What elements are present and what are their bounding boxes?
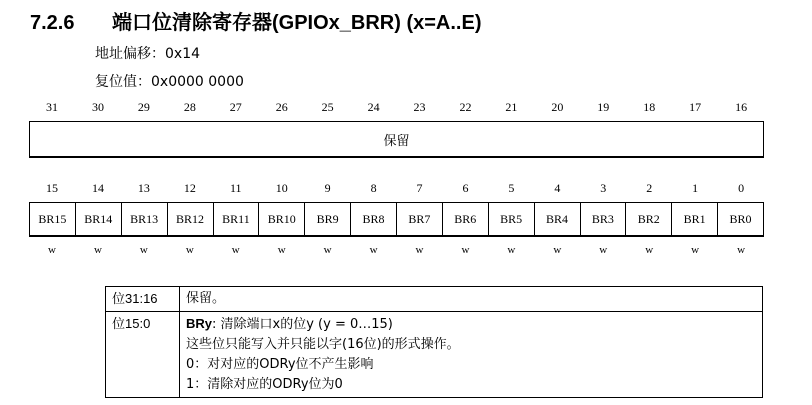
register-field: BR8 (350, 203, 396, 235)
upper-bit-numbers (29, 100, 764, 118)
reserved-field-upper (29, 121, 764, 158)
register-field: BR14 (75, 203, 121, 235)
register-field: BR1 (671, 203, 717, 235)
bit-number: 21 (505, 100, 518, 114)
access-type: w (139, 244, 148, 256)
bit-number: 11 (229, 181, 242, 195)
access-type: w (691, 244, 700, 256)
register-field: BR12 (167, 203, 213, 235)
bit-number: 4 (554, 181, 561, 195)
desc-line: 0：对对应的ODRy位不产生影响 (186, 357, 374, 372)
bit-number: 28 (183, 100, 196, 114)
bit-number: 14 (91, 181, 104, 195)
bit-number: 18 (643, 100, 656, 114)
access-type: w (553, 244, 562, 256)
bit-number: 26 (275, 100, 288, 114)
bit-number: 5 (508, 181, 515, 195)
register-field: BR11 (213, 203, 259, 235)
access-type: w (93, 244, 102, 256)
register-field: BR10 (258, 203, 304, 235)
bit-number: 17 (689, 100, 702, 114)
table-row (106, 312, 763, 398)
bit-description (180, 312, 763, 398)
bit-number: 29 (137, 100, 150, 114)
field-name: BRy (186, 316, 213, 331)
reserved-label: 保留 (383, 133, 410, 149)
bit-number: 7 (416, 181, 423, 195)
desc-text: 保留。 (186, 291, 226, 306)
access-type: w (369, 244, 378, 256)
access-type: w (599, 244, 608, 256)
bit-range-label: 位15:0 (106, 312, 180, 398)
bit-description (180, 287, 763, 312)
desc-line (186, 314, 756, 335)
desc-line: 这些位只能写入并只能以字(16位)的形式操作。 (186, 337, 460, 352)
access-type: w (737, 244, 746, 256)
access-type: w (415, 244, 424, 256)
access-type: w (507, 244, 516, 256)
address-offset: 地址偏移：0x14 (95, 46, 201, 62)
register-field: BR15 (38, 211, 67, 226)
register-field: BR3 (580, 203, 626, 235)
bit-number: 23 (413, 100, 426, 114)
reset-value: 复位值：0x0000 0000 (95, 74, 244, 90)
bit-number: 27 (229, 100, 242, 114)
bit-number: 25 (321, 100, 334, 114)
access-type: w (48, 244, 56, 256)
access-type: w (645, 244, 654, 256)
bit-number: 10 (275, 181, 288, 195)
access-type: w (461, 244, 470, 256)
bit-number: 0 (738, 181, 745, 195)
bit-number: 1 (692, 181, 699, 195)
bit-number: 9 (324, 181, 331, 195)
table-row (106, 287, 763, 312)
bit-range-label: 位31:16 (106, 287, 180, 312)
bit-number: 20 (551, 100, 564, 114)
desc-text: : 清除端口x的位y (y = 0…15) (212, 317, 393, 332)
register-field: BR5 (488, 203, 534, 235)
bit-number: 30 (91, 100, 104, 114)
register-field: BR2 (625, 203, 671, 235)
bit-number: 19 (597, 100, 610, 114)
lower-bit-numbers (29, 181, 764, 199)
section-heading (30, 6, 481, 35)
access-type: w (277, 244, 286, 256)
register-field: BR13 (121, 203, 167, 235)
bit-number: 24 (367, 100, 380, 114)
bit-description-table (105, 286, 763, 398)
bit-number: 3 (600, 181, 607, 195)
bit-number: 31 (46, 100, 58, 114)
bit-number: 16 (735, 100, 748, 114)
register-field: BR9 (304, 203, 350, 235)
section-title: 端口位清除寄存器(GPIOx_BRR) (x=A..E) (112, 12, 482, 34)
bit-number: 8 (370, 181, 377, 195)
bit-number: 6 (462, 181, 469, 195)
bit-number: 13 (137, 181, 150, 195)
access-type: w (185, 244, 194, 256)
register-field: BR0 (717, 203, 763, 235)
bit-number: 15 (46, 181, 58, 195)
lower-field-row (29, 202, 764, 237)
register-field: BR4 (534, 203, 580, 235)
access-type: w (231, 244, 240, 256)
access-row (29, 244, 764, 258)
section-number: 7.2.6 (30, 12, 75, 34)
register-field: BR7 (396, 203, 442, 235)
bit-number: 12 (183, 181, 196, 195)
register-field: BR6 (442, 203, 488, 235)
bit-number: 22 (459, 100, 472, 114)
desc-line: 1：清除对应的ODRy位为0 (186, 377, 343, 392)
bit-number: 2 (646, 181, 653, 195)
access-type: w (323, 244, 332, 256)
